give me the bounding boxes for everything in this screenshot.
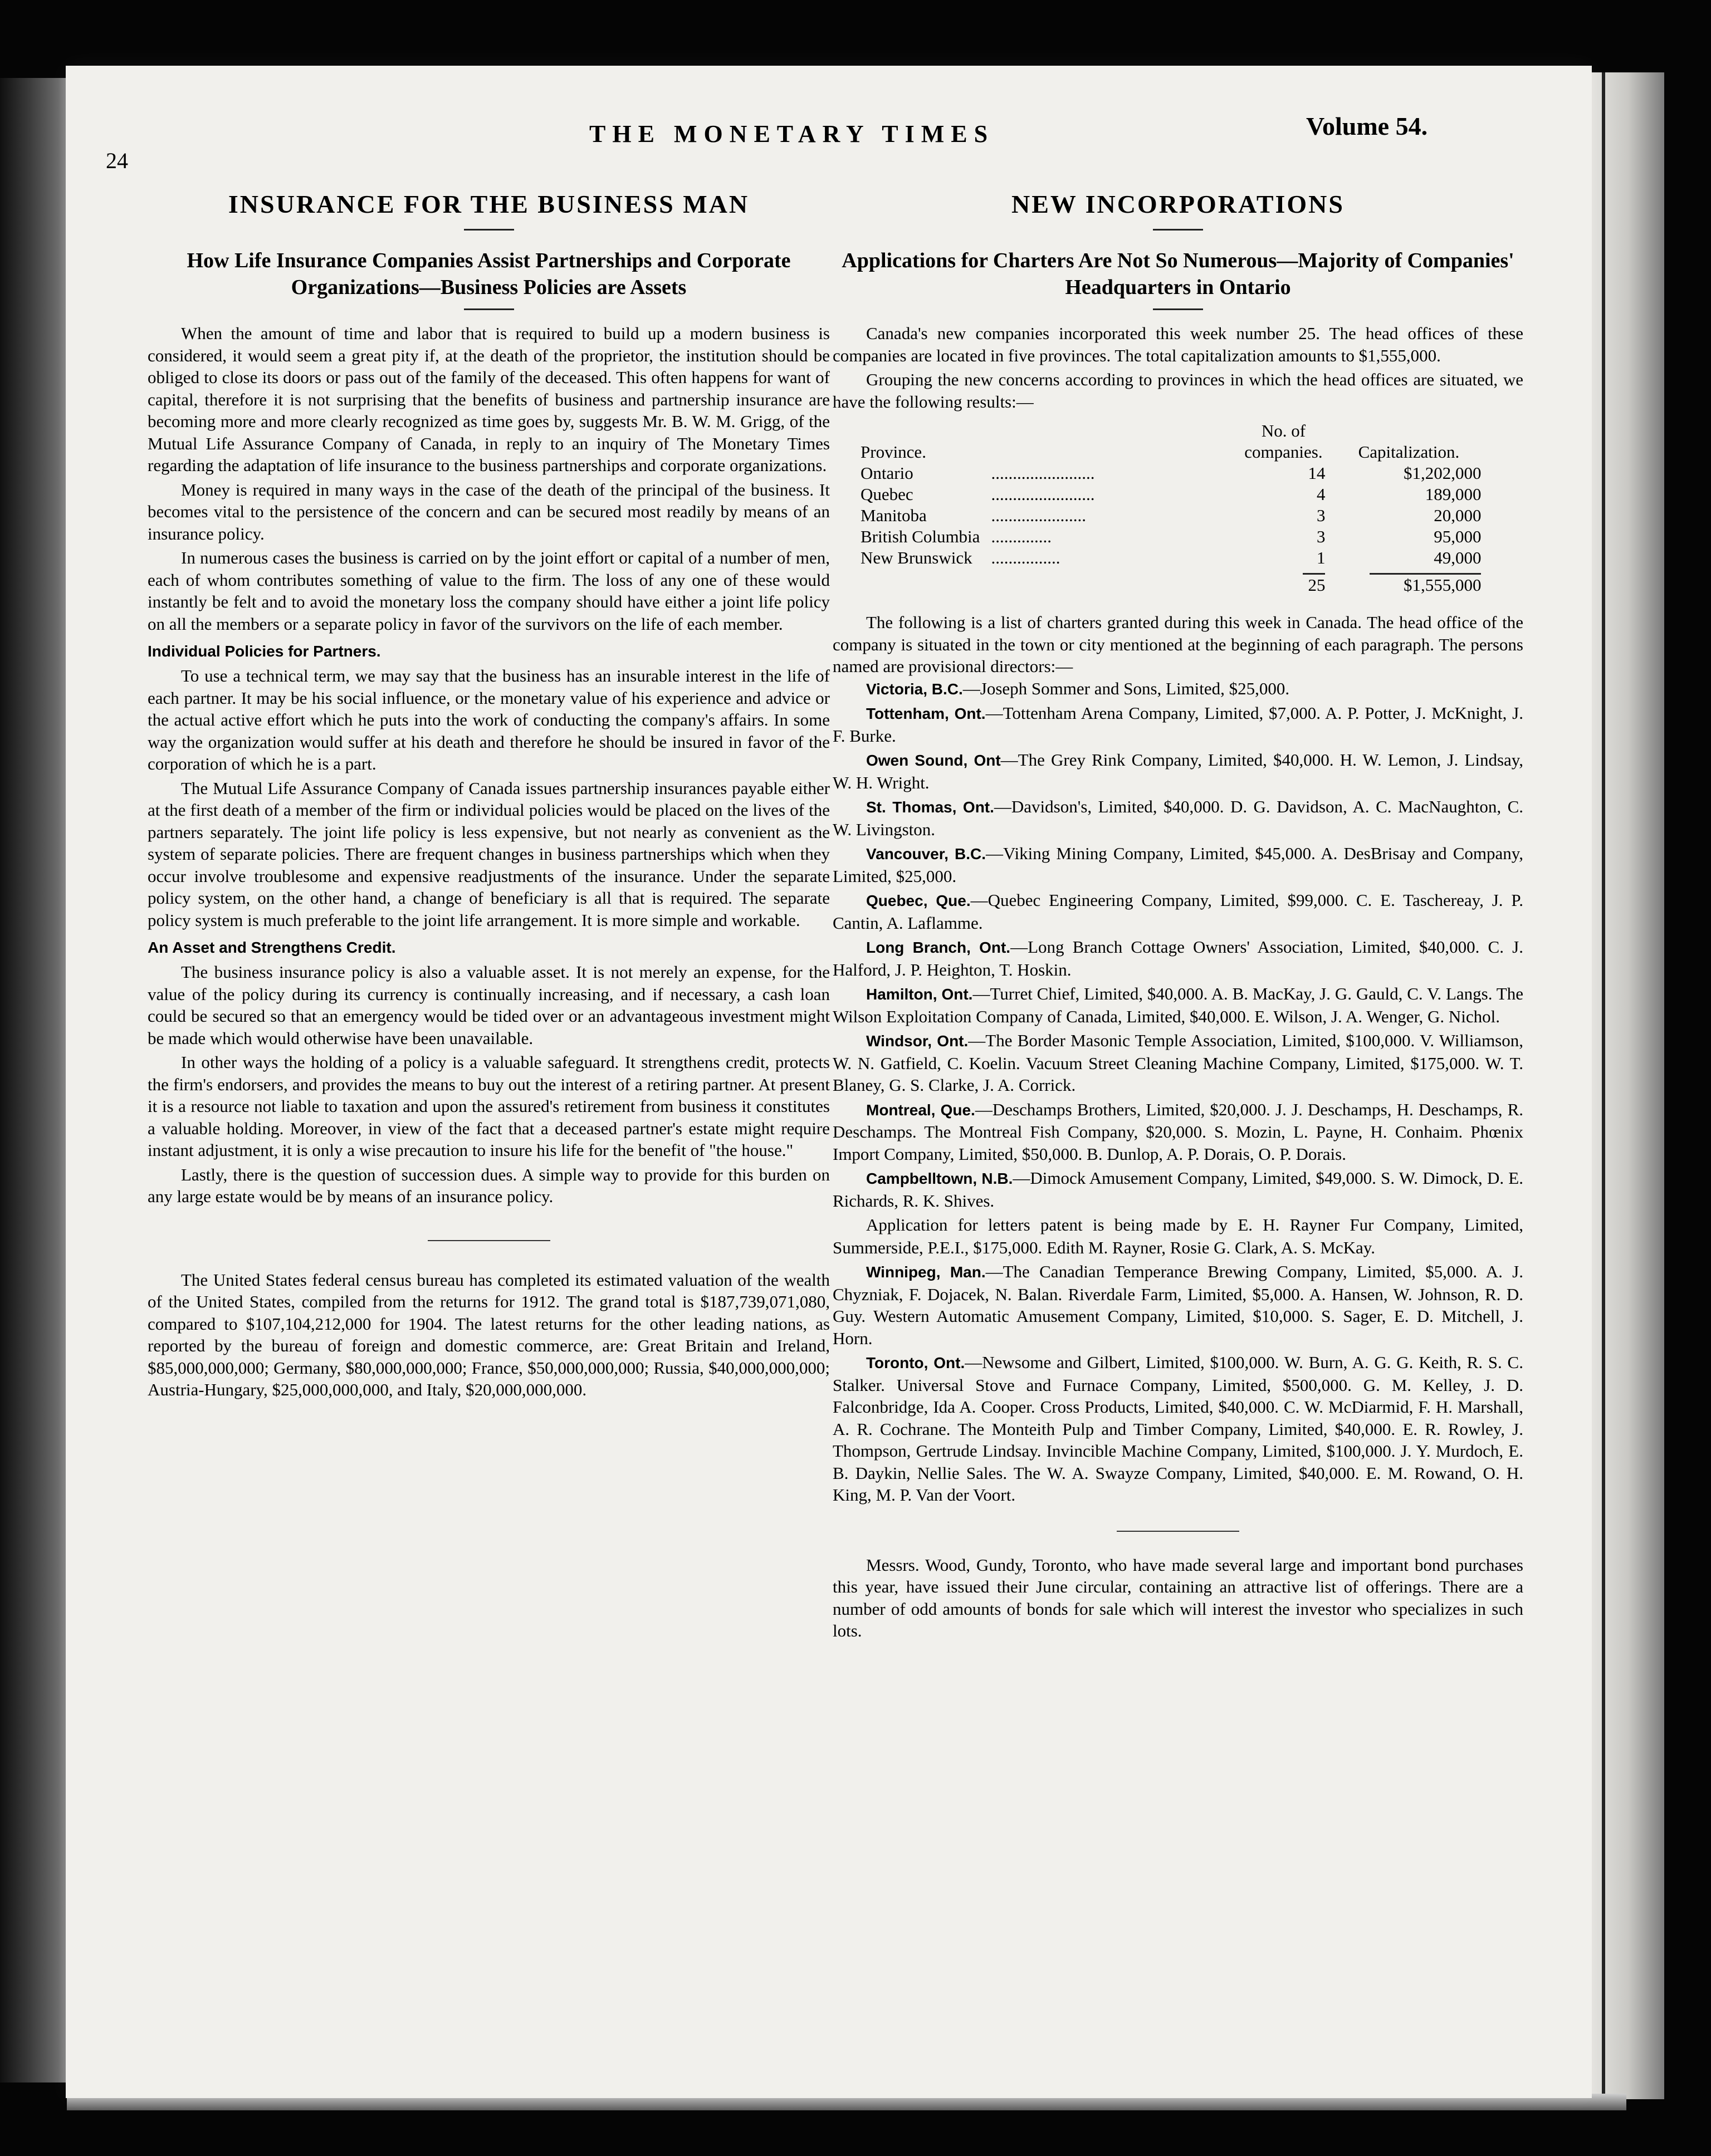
column-header: No. of companies. [1244, 421, 1323, 462]
column-header: Province. [861, 442, 926, 462]
leader-dots: ...................... [991, 506, 1086, 525]
charter-location: Quebec, Que. [866, 892, 971, 909]
charter-entry [833, 702, 1523, 747]
charter-text: —Viking Mining Company, Limited, $45,000. A. DesBrisay and Company, Limited, $25,000. [833, 844, 1523, 886]
table-row [855, 547, 1487, 569]
charter-entry [833, 1099, 1523, 1165]
leader-dots: ........................ [991, 484, 1095, 504]
charter-entry [833, 1030, 1523, 1096]
province-cell: British Columbia [861, 527, 980, 546]
paragraph: In numerous cases the business is carried on by the joint effort or capital of a number of men, each of whom contributes something of value to the firm. The loss of any one of these would instantly be felt and to avoid the monetary loss the company should have either a joint life policy on all the members or a separate policy in favor of the survivors on the life of each member. [148, 548, 830, 634]
charter-text: Application for letters patent is being made by E. H. Rayner Fur Company, Limited, Summerside, P.E.I., $175,000. Edith M. Rayner, Rosie G. Clark, A. S. McKay. [833, 1215, 1523, 1257]
table-row [855, 463, 1487, 484]
capital-cell: 49,000 [1434, 548, 1482, 567]
edge-rule [1602, 72, 1605, 2099]
charter-list [833, 678, 1523, 1506]
charter-location: Tottenham, Ont. [866, 705, 986, 722]
total-rule-row [855, 569, 1487, 575]
section-heading: An Asset and Strengthens Credit. [148, 939, 396, 956]
leader-dots: .............. [991, 527, 1052, 546]
divider [1153, 229, 1203, 231]
paragraph: The business insurance policy is also a valuable asset. It is not merely an expense, for the value of the policy during its currency is continually increasing, and if necessary, a cash loan could be secured so that an emergency would be tided over or an advantageous investment might be made which would otherwise have been unavailable. [148, 962, 830, 1048]
table-row [855, 484, 1487, 505]
charter-location: Owen Sound, Ont [866, 752, 1001, 769]
count-cell: 3 [1316, 506, 1326, 525]
paragraph: Lastly, there is the question of succession dues. A simple way to provide for this burden on any large estate would be by means of an insurance policy. [148, 1164, 830, 1206]
divider [428, 1240, 550, 1241]
count-cell: 14 [1308, 463, 1326, 483]
paragraph: To use a technical term, we may say that the business has an insurable interest in the life of each partner. It may be his social influence, or the monetary value of his experience and advice or the actual active effort which he puts into the work of conducting the company's affairs. In some way the organization would suffer at his death and therefore he should be insured in favor of the corporation of which he is a part. [148, 666, 830, 773]
table-row [855, 526, 1487, 547]
count-cell: 1 [1316, 548, 1326, 567]
charter-entry [833, 936, 1523, 981]
charter-text: —Joseph Sommer and Sons, Limited, $25,000. [962, 678, 1290, 698]
table-header-row [855, 420, 1487, 463]
right-column [833, 189, 1523, 1642]
leader-dots: ................ [991, 548, 1060, 567]
province-cell: Ontario [861, 463, 913, 483]
left-column [148, 189, 830, 1401]
charter-entry [833, 796, 1523, 840]
volume-label: Volume 54. [1306, 112, 1428, 140]
paragraph: The Mutual Life Assurance Company of Canada issues partnership insurances payable either at the first death of a member of the firm or individual policies would be placed on the lives of the partners separately. The joint life policy is less expensive, but not nearly as convenient as the system of separate policies. There are frequent changes in business partnerships which when they occur involve troublesome and expensive readjustments of the insurance. Under the separate policy system, on the other hand, a change of beneficiary is all that is required. The separate policy system is much preferable to the joint life arrangement. It is more simple and workable. [148, 778, 830, 930]
charter-text: —Dimock Amusement Company, Limited, $49,000. S. W. Dimock, D. E. Richards, R. K. Shives. [833, 1168, 1523, 1211]
paragraph: The following is a list of charters granted during this week in Canada. The head office of the company is situated in the town or city mentioned at the beginning of each paragraph. The persons named are provisional directors:— [833, 612, 1523, 676]
charter-location: Montreal, Que. [866, 1101, 975, 1119]
table-row [855, 505, 1487, 526]
paragraph: In other ways the holding of a policy is a valuable safeguard. It strengthens credit, protects the firm's endorsers, and provides the means to buy out the interest of a retiring partner. At present it is a resource not liable to taxation and upon the assured's retirement from business it constitutes a valuable holding. Moreover, in view of the fact that a deceased partner's estate might require instant adjustment, it is only a wise precaution to insure his life for the benefit of "the house." [148, 1052, 830, 1160]
table-total-row [855, 575, 1487, 596]
capital-cell: 95,000 [1434, 527, 1482, 546]
charter-location: Windsor, Ont. [866, 1032, 969, 1050]
province-table [855, 420, 1487, 596]
charter-location: Long Branch, Ont. [866, 939, 1011, 956]
divider [1117, 1531, 1239, 1532]
charter-text: —The Grey Rink Company, Limited, $40,000. H. W. Lemon, J. Lindsay, W. H. Wright. [833, 750, 1524, 792]
publication-title: THE MONETARY TIMES [589, 120, 995, 148]
paragraph: Money is required in many ways in the case of the death of the principal of the business. It becomes vital to the persistence of the concern and can be secured most readily by means of an insurance policy. [148, 479, 830, 543]
charter-text: —The Border Masonic Temple Association, Limited, $100,000. V. Williamson, W. N. Gatfield, C. Koelin. Vacuum Street Cleaning Machine Company, Limited, $175,000. W. T. Blaney, G. S. Clarke, J. A. Corrick. [833, 1031, 1523, 1095]
article-subhead: Applications for Charters Are Not So Numerous—Majority of Companies' Headquarters in Ontario [842, 249, 1514, 299]
charter-text: —Long Branch Cottage Owners' Association, Limited, $40,000. C. J. Halford, J. P. Heighton, T. Hoskin. [833, 937, 1523, 979]
charter-entry [833, 842, 1523, 887]
divider [464, 229, 514, 231]
charter-text: —Newsome and Gilbert, Limited, $100,000. W. Burn, A. G. G. Keith, R. S. C. Stalker. Universal Stove and Furnace Company, Limited, $500,000. G. M. Kelley, J. D. Falconbridge, Ida A. Cooper. Cross Products, Limited, $40,000. C. W. McDiarmid, F. H. Marshall, A. R. Cochrane. The Monteith Pulp and Timber Company, Limited, $40,000. E. R. Rowley, J. Thompson, Gertrude Lindsay. Invincible Machine Company, Limited, $100,000. J. Y. Murdoch, E. B. Daykin, Nellie Sales. The W. A. Swayze Company, Limited, $40,000. E. M. Rowand, O. H. King, M. P. Van der Voort. [833, 1353, 1523, 1505]
province-cell: Manitoba [861, 506, 927, 525]
charter-text: —Deschamps Brothers, Limited, $20,000. J. J. Deschamps, H. Deschamps, R. Deschamps. The Montreal Fish Company, $20,000. S. Mozin, L. Payne, H. Conhaim. Phœnix Import Company, Limited, $50,000. B. Dunlop, A. P. Dorais, O. P. Dorais. [833, 1099, 1524, 1164]
paragraph: Grouping the new concerns according to provinces in which the head offices are situated, we have the following results:— [833, 370, 1523, 411]
page-number: 24 [106, 148, 128, 173]
article-headline: NEW INCORPORATIONS [1011, 190, 1345, 218]
paragraph: Canada's new companies incorporated this week number 25. The head offices of these companies are located in five provinces. The total capitalization amounts to $1,555,000. [833, 324, 1523, 365]
divider [1153, 308, 1203, 310]
column-header: Capitalization. [1358, 442, 1460, 462]
charter-entry [833, 1261, 1523, 1349]
capital-cell: 20,000 [1434, 506, 1482, 525]
count-cell: 3 [1316, 527, 1326, 546]
charter-text: —The Canadian Temperance Brewing Company, Limited, $5,000. A. J. Chyzniak, F. Dojacek, N. Balan. Riverdale Farm, Limited, $5,000. A. Hansen, W. Johnson, R. D. Guy. Western Automatic Amusement Company, Limited, $10,000. S. Sager, E. D. Mitchell, J. Horn. [833, 1262, 1523, 1348]
charter-location: Toronto, Ont. [866, 1354, 965, 1371]
leader-dots: ........................ [991, 463, 1095, 483]
article-subhead: How Life Insurance Companies Assist Partnerships and Corporate Organizations—Business Policies are Assets [187, 249, 791, 299]
charter-location: St. Thomas, Ont. [866, 798, 994, 816]
charter-entry [833, 749, 1523, 793]
article-headline: INSURANCE FOR THE BUSINESS MAN [228, 190, 750, 218]
page-right-edge [1592, 72, 1664, 2099]
charter-text: —Davidson's, Limited, $40,000. D. G. Davidson, A. C. MacNaughton, C. W. Livingston. [833, 797, 1523, 839]
charter-location: Vancouver, B.C. [866, 845, 986, 863]
paragraph: When the amount of time and labor that is required to build up a modern business is considered, it would seem a great pity if, at the death of the proprietor, the institution should be obliged to close its doors or pass out of the family of the deceased. This often happens for want of capital, therefore it is not surprising that the benefits of business and partnership insurance are becoming more and more clearly recognized as time goes by, suggests Mr. B. W. M. Grigg, of the Mutual Life Assurance Company of Canada, in reply to an inquiry of The Monetary Times regarding the adaptation of life insurance to the business partnerships and corporate organizations. [148, 324, 830, 475]
census-paragraph: The United States federal census bureau has completed its estimated valuation of the wealth of the United States, compiled from the returns for 1912. The grand total is $187,739,071,080, compared to $107,104,212,000 for 1904. The latest returns for the other leading nations, as reported by the bureau of foreign and domestic commerce, are: Great Britain and Ireland, $85,000,000,000; Germany, $80,000,000,000; France, $50,000,000,000; Russia, $40,000,000,000; Austria-Hungary, $25,000,000,000, and Italy, $20,000,000,000. [148, 1270, 830, 1399]
book-binding-edge [0, 78, 72, 2082]
charter-entry [833, 678, 1523, 700]
charter-entry [833, 1167, 1523, 1212]
divider [464, 308, 514, 310]
province-cell: Quebec [861, 484, 913, 504]
count-cell: 4 [1316, 484, 1326, 504]
capital-cell: 189,000 [1425, 484, 1482, 504]
charter-text: —Turret Chief, Limited, $40,000. A. B. MacKay, J. G. Gauld, C. V. Langs. The Wilson Exploitation Company of Canada, Limited, $40,000. E. Wilson, J. A. Wenger, G. Nichol. [833, 984, 1523, 1026]
charter-location: Campbelltown, N.B. [866, 1170, 1013, 1187]
province-cell: New Brunswick [861, 548, 972, 567]
section-heading: Individual Policies for Partners. [148, 643, 381, 660]
charter-location: Hamilton, Ont. [866, 986, 973, 1003]
charter-text: —Quebec Engineering Company, Limited, $99,000. C. E. Taschereay, J. P. Cantin, A. Laflamme. [833, 890, 1523, 933]
charter-text: —Tottenham Arena Company, Limited, $7,000. A. P. Potter, J. McKnight, J. F. Burke. [833, 703, 1523, 746]
capital-cell: $1,202,000 [1403, 463, 1482, 483]
total-count: 25 [1308, 575, 1326, 595]
charter-entry [833, 983, 1523, 1027]
charter-entry [833, 1214, 1523, 1258]
charter-location: Winnipeg, Man. [866, 1263, 986, 1281]
charter-entry [833, 1351, 1523, 1506]
total-capital: $1,555,000 [1403, 575, 1482, 595]
wood-gundy-paragraph: Messrs. Wood, Gundy, Toronto, who have made several large and important bond purchases this year, have issued their June circular, containing an attractive list of offerings. There are a number of odd amounts of bonds for sale which will interest the investor who specializes in such lots. [833, 1555, 1523, 1640]
charter-location: Victoria, B.C. [866, 680, 963, 698]
column-header [985, 420, 1236, 463]
charter-entry [833, 889, 1523, 934]
